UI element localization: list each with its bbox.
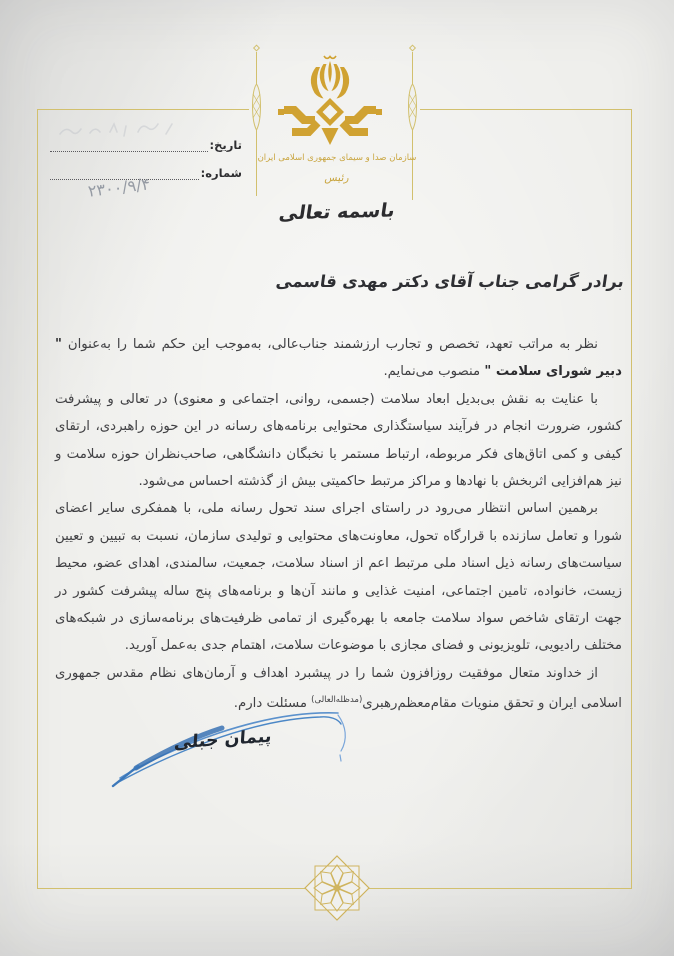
number-label: شماره: [200,166,242,180]
appointment-title: " دبیر شورای سلامت " [55,337,622,380]
org-name: سازمان صدا و سیمای جمهوری اسلامی ایران [257,153,417,163]
number-row [50,156,242,201]
bismillah-calligraphy: باسمه تعالی [277,199,397,225]
frame-right-border [631,109,632,889]
signature-block [108,694,363,792]
irib-logo-icon [278,54,382,152]
addressee-line: برادر گرامی جناب آقای دکتر مهدی قاسمی [274,272,626,291]
rosette-ornament-icon [300,851,374,925]
p1-text: نظر به مراتب تعهد، تخصص و تجارب ارزشمند جناب‌عالی، به‌موجب این حکم شما را به‌عنوان [61,337,598,352]
frame-top-right-segment [420,109,631,110]
paragraph-1 [55,331,622,386]
org-role: رئیس [323,172,351,184]
paragraph-3: برهمین اساس انتظار می‌رود در راستای اجرای سند تحول رسانه ملی، با همفکری سایر اعضای شورا و تعامل سازنده با قرارگاه تحول، معاونت‌های محتوایی و تولیدی سازمان، نسبت به تبیین و تعیین سیاست‌های رسانه ذیل اسناد ملی مرتبط اعم از اسناد سلامت، جمعیت، سالمندی، اهدای عضو، محیط زیست، خانواده، تامین اجتماعی، امنیت غذایی و مانند آن‌ها و برنامه‌های پنج ساله پیشرفت کشور در جهت ارتقای شاخص سواد سلامت جامعه با بهره‌گیری از تمامی ظرفیت‌های برنامه‌سازی در شبکه‌های مختلف رادیویی، تلویزیونی و فضای مجازی با موضوعات سلامت، اهتمام جدی به‌عمل آورید. [55,501,622,654]
date-label: تاریخ: [209,138,242,152]
honorific-superscript: (مدظله‌العالی) [311,695,363,706]
faint-pencil-scribble-icon [54,118,184,142]
signature-name: پیمان جبلی [173,726,273,754]
p4-text-end: مسئلت دارم. [233,696,312,712]
date-number-block [50,124,242,201]
letter-body [55,331,622,718]
p1-text-end: منصوب می‌نمایم. [383,364,485,380]
handwritten-number: ۲۳۰۰/۹/۴ [86,174,152,201]
paragraph-2: با عنایت به نقش بی‌بدیل ابعاد سلامت (جسمی، روانی، اجتماعی و معنوی) در تعالی و پیشرفت کشور، ضرورت انجام در فرآیند سیاستگذاری محتوایی برنامه‌های رسانه در این حوزه راهبردی، ارتقای کیفی و کمی اتاق‌های فکر مربوطه، ارتباط مستمر با نخبگان دانشگاهی، صاحب‌نظران حوزه سلامت و نیز هم‌افزایی اثربخش با نهادها و مراکز مرتبط حاکمیتی بیش از گذشته احساس می‌شود. [55,391,622,490]
p4-text: از خداوند متعال موفقیت روزافزون شما را در پیشبرد اهداف و آرمان‌های نظام مقدس جمهوری اسلامی ایران و تحقق منویات مقام‌معظم‌رهبری [55,665,622,712]
frame-left-border [37,109,38,889]
frame-top-left-segment [37,109,249,110]
